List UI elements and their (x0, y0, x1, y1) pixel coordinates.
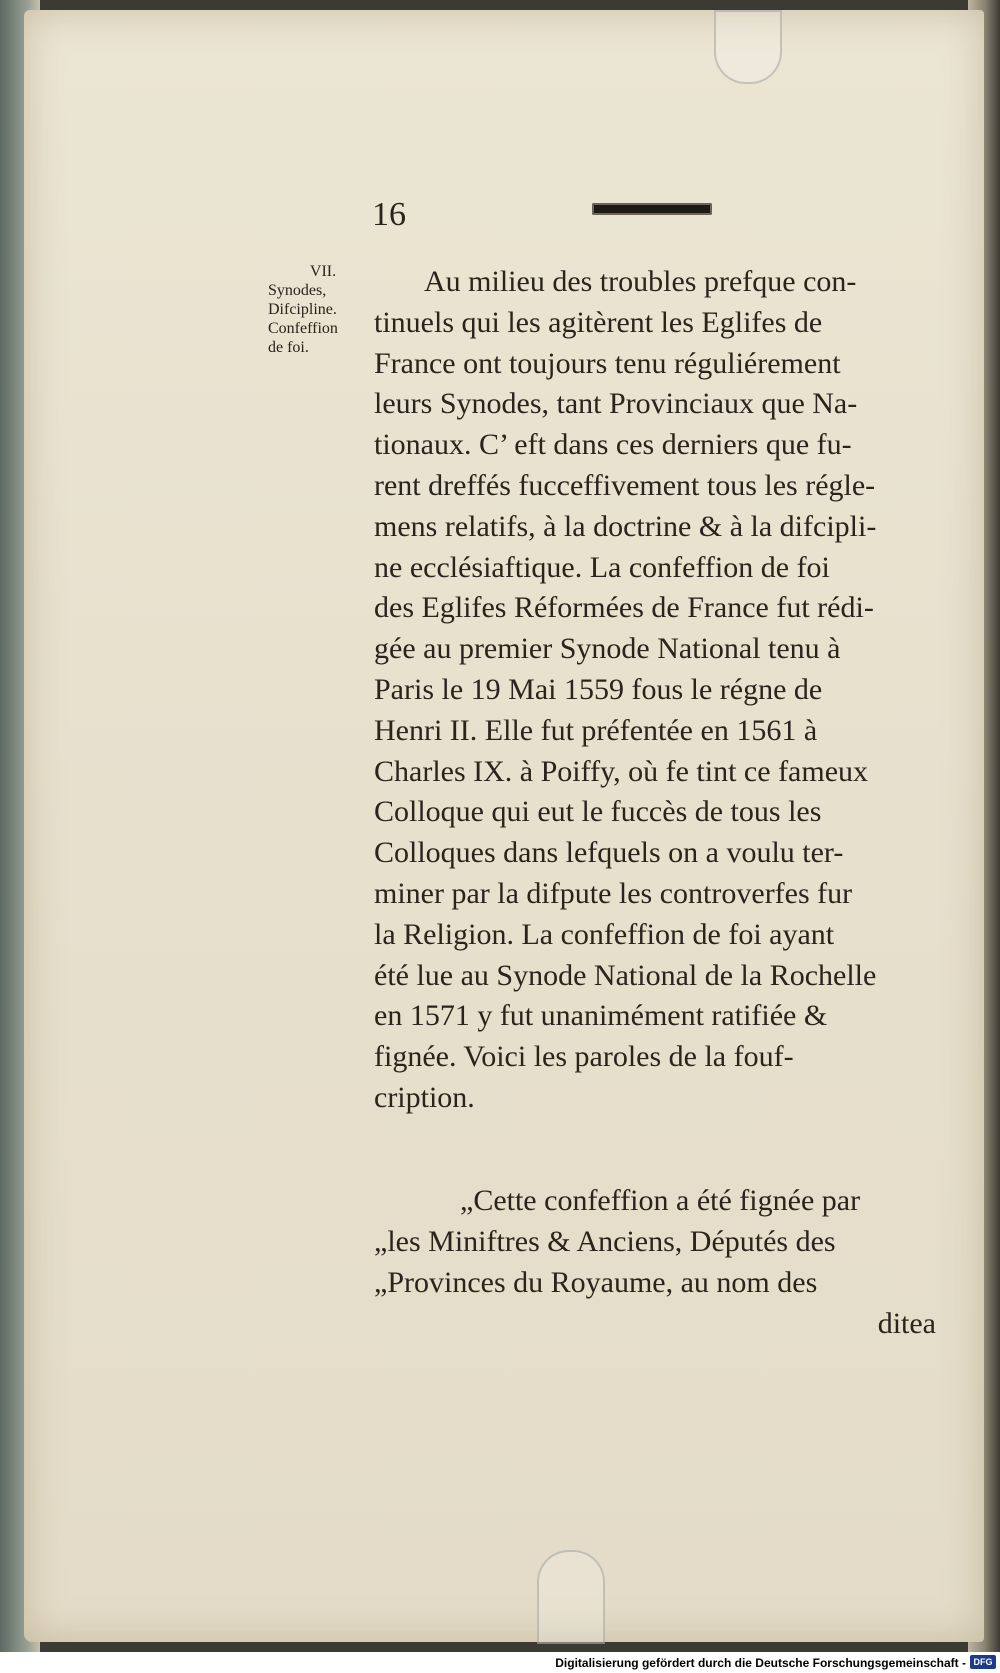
body-paragraph (374, 262, 936, 1119)
footer-credit: Digitalisierung gefördert durch die Deutsche Forschungsgemeinschaft - (555, 1656, 966, 1670)
text-line: Colloques dans lefquels on a voulu ter- (374, 836, 844, 870)
text-line: gée au premier Synode National tenu à (374, 632, 841, 666)
catchword: ditea (877, 1307, 936, 1340)
text-line: la Religion. La confeffion de foi ayant (374, 917, 835, 951)
quotation (374, 1180, 936, 1344)
text-line: ne ecclésiaftique. La confeffion de foi (374, 550, 830, 584)
text-line: été lue au Synode National de la Rochelle (374, 958, 877, 992)
text-line: cription. (374, 1080, 475, 1114)
text-line: France ont toujours tenu réguliérement (374, 346, 841, 380)
text-line: Paris le 19 Mai 1559 fous le régne de (374, 672, 823, 706)
text-line: mens relatifs, à la doctrine & à la difcipli- (374, 509, 877, 543)
header-ornament (592, 203, 712, 215)
quote-line: „Provinces du Royaume, au nom des (374, 1266, 818, 1299)
text-line: tinuels qui les agitèrent les Eglifes de (374, 305, 823, 339)
text-line: rent dreffés fucceffivement tous les régle- (374, 468, 876, 502)
quote-line: „Cette confeffion a été fignée par (460, 1184, 861, 1217)
text-line: leurs Synodes, tant Provinciaux que Na- (374, 387, 858, 421)
dfg-logo[interactable]: DFG (970, 1655, 996, 1669)
margin-note-line: Difcipline. (268, 301, 337, 318)
text-line: Au milieu des troubles prefque con- (424, 265, 857, 298)
text-line: miner par la difpute les controverfes fur (374, 876, 853, 910)
text-line: Colloque qui eut le fuccès de tous les (374, 795, 822, 829)
margin-note (268, 262, 368, 357)
page-clip-bottom (537, 1550, 605, 1644)
text-line: Henri II. Elle fut préfentée en 1561 à (374, 713, 818, 747)
margin-note-line: de foi. (268, 339, 309, 356)
footer-bar (0, 1652, 1000, 1673)
margin-note-line: Confeffion (268, 320, 338, 337)
text-line: fignée. Voici les paroles de la fouf- (374, 1040, 794, 1074)
text-line: en 1571 y fut unanimément ratifiée & (374, 999, 828, 1033)
page-number: 16 (372, 196, 406, 233)
margin-note-line: Synodes, (268, 282, 327, 299)
page-clip-top (714, 10, 782, 84)
text-line: tionaux. C’ eft dans ces derniers que fu- (374, 428, 852, 462)
text-line: Charles IX. à Poiffy, où fe tint ce fameux (374, 754, 869, 788)
text-line: des Eglifes Réformées de France fut rédi- (374, 591, 874, 625)
margin-note-line: VII. (309, 263, 337, 280)
quote-line: „les Miniftres & Anciens, Députés des (374, 1225, 836, 1258)
